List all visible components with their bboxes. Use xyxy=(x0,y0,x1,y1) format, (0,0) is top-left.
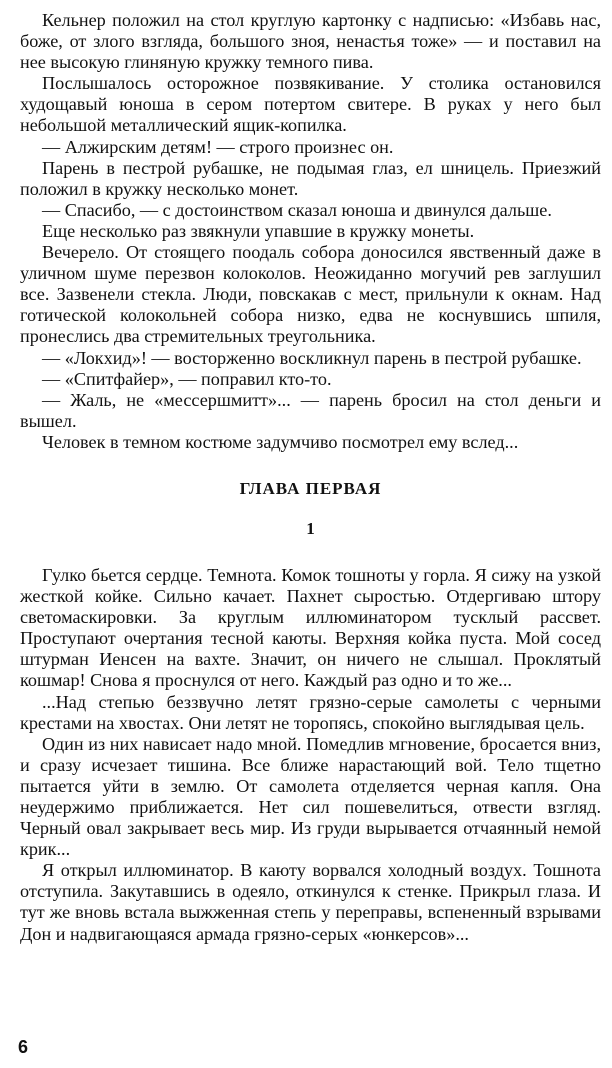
paragraph: Парень в пестрой рубашке, не подымая глаз, ел шницель. Приезжий положил в кружку несколько монет. xyxy=(20,157,601,199)
page-number: 6 xyxy=(18,1037,29,1057)
paragraph: Послышалось осторожное позвякивание. У столика остановился худощавый юноша в сером потертом свитере. В руках у него был небольшой металлический ящик-копилка. xyxy=(20,73,601,136)
book-page xyxy=(20,10,601,945)
paragraph: — Алжирским детям! — строго произнес он. xyxy=(42,136,394,157)
paragraph: Человек в темном костюме задумчиво посмотрел ему вслед... xyxy=(42,431,519,452)
chapter-title: ГЛАВА ПЕРВАЯ xyxy=(239,478,382,498)
paragraph: Один из них нависает надо мной. Помедлив мгновение, бросается вниз, и сразу исчезает тишина. Все ближе нарастающий вой. Тело тщетно пытается уйти в землю. От самолета отделяется черная капля. Она неудержимо приближается. Нет сил пошевелиться, отвести взгляд. Черный овал закрывает весь мир. Из груди вырывается отчаянный немой крик... xyxy=(20,733,601,860)
section-gap xyxy=(20,541,601,565)
paragraph: — Жаль, не «мессершмитт»... — парень бросил на стол деньги и вышел. xyxy=(20,389,601,431)
paragraph: ...Над степью беззвучно летят грязно-серые самолеты с черными крестами на хвостах. Они летят не торопясь, спокойно выглядывая цель. xyxy=(20,691,601,733)
paragraph: Кельнер положил на стол круглую картонку с надписью: «Избавь нас, боже, от злого взгляда, большого зноя, ненастья тоже» — и поставил на нее высокую глиняную кружку темного пива. xyxy=(20,10,601,73)
paragraph: Еще несколько раз звякнули упавшие в кружку монеты. xyxy=(42,220,475,241)
paragraph: — Спасибо, — с достоинством сказал юноша и двинулся дальше. xyxy=(42,199,552,220)
paragraph: — «Локхид»! — восторженно воскликнул парень в пестрой рубашке. xyxy=(42,347,582,368)
section-number: 1 xyxy=(306,518,315,538)
paragraph: Я открыл иллюминатор. В каюту ворвался холодный воздух. Тошнота отступила. Закутавшись в одеяло, откинулся к стенке. Прикрыл глаза. И тут же вновь встала выжженная степь у переправы, вспененный взрывами Дон и надвигающаяся армада грязно-серых «юнкерсов»... xyxy=(20,860,601,944)
paragraph: — «Спитфайер», — поправил кто-то. xyxy=(42,368,332,389)
paragraph: Гулко бьется сердце. Темнота. Комок тошноты у горла. Я сижу на узкой жесткой койке. Сильно качает. Пахнет сыростью. Отдергиваю штору светомаскировки. За круглым иллюминатором тусклый рассвет. Проступают очертания тесной каюты. Верхняя койка пуста. Мой сосед штурман Иенсен на вахте. Значит, он ничего не слышал. Проклятый кошмар! Снова я проснулся от него. Каждый раз одно и то же... xyxy=(20,564,601,691)
paragraph: Вечерело. От стоящего поодаль собора доносился явственный даже в уличном шуме перезвон колоколов. Неожиданно могучий рев заглушил все. Зазвенели стекла. Люди, повскакав с мест, прильнули к окнам. Над готической колокольней собора низко, едва не коснувшись шпиля, пронеслись два стремительных треугольника. xyxy=(20,242,601,347)
